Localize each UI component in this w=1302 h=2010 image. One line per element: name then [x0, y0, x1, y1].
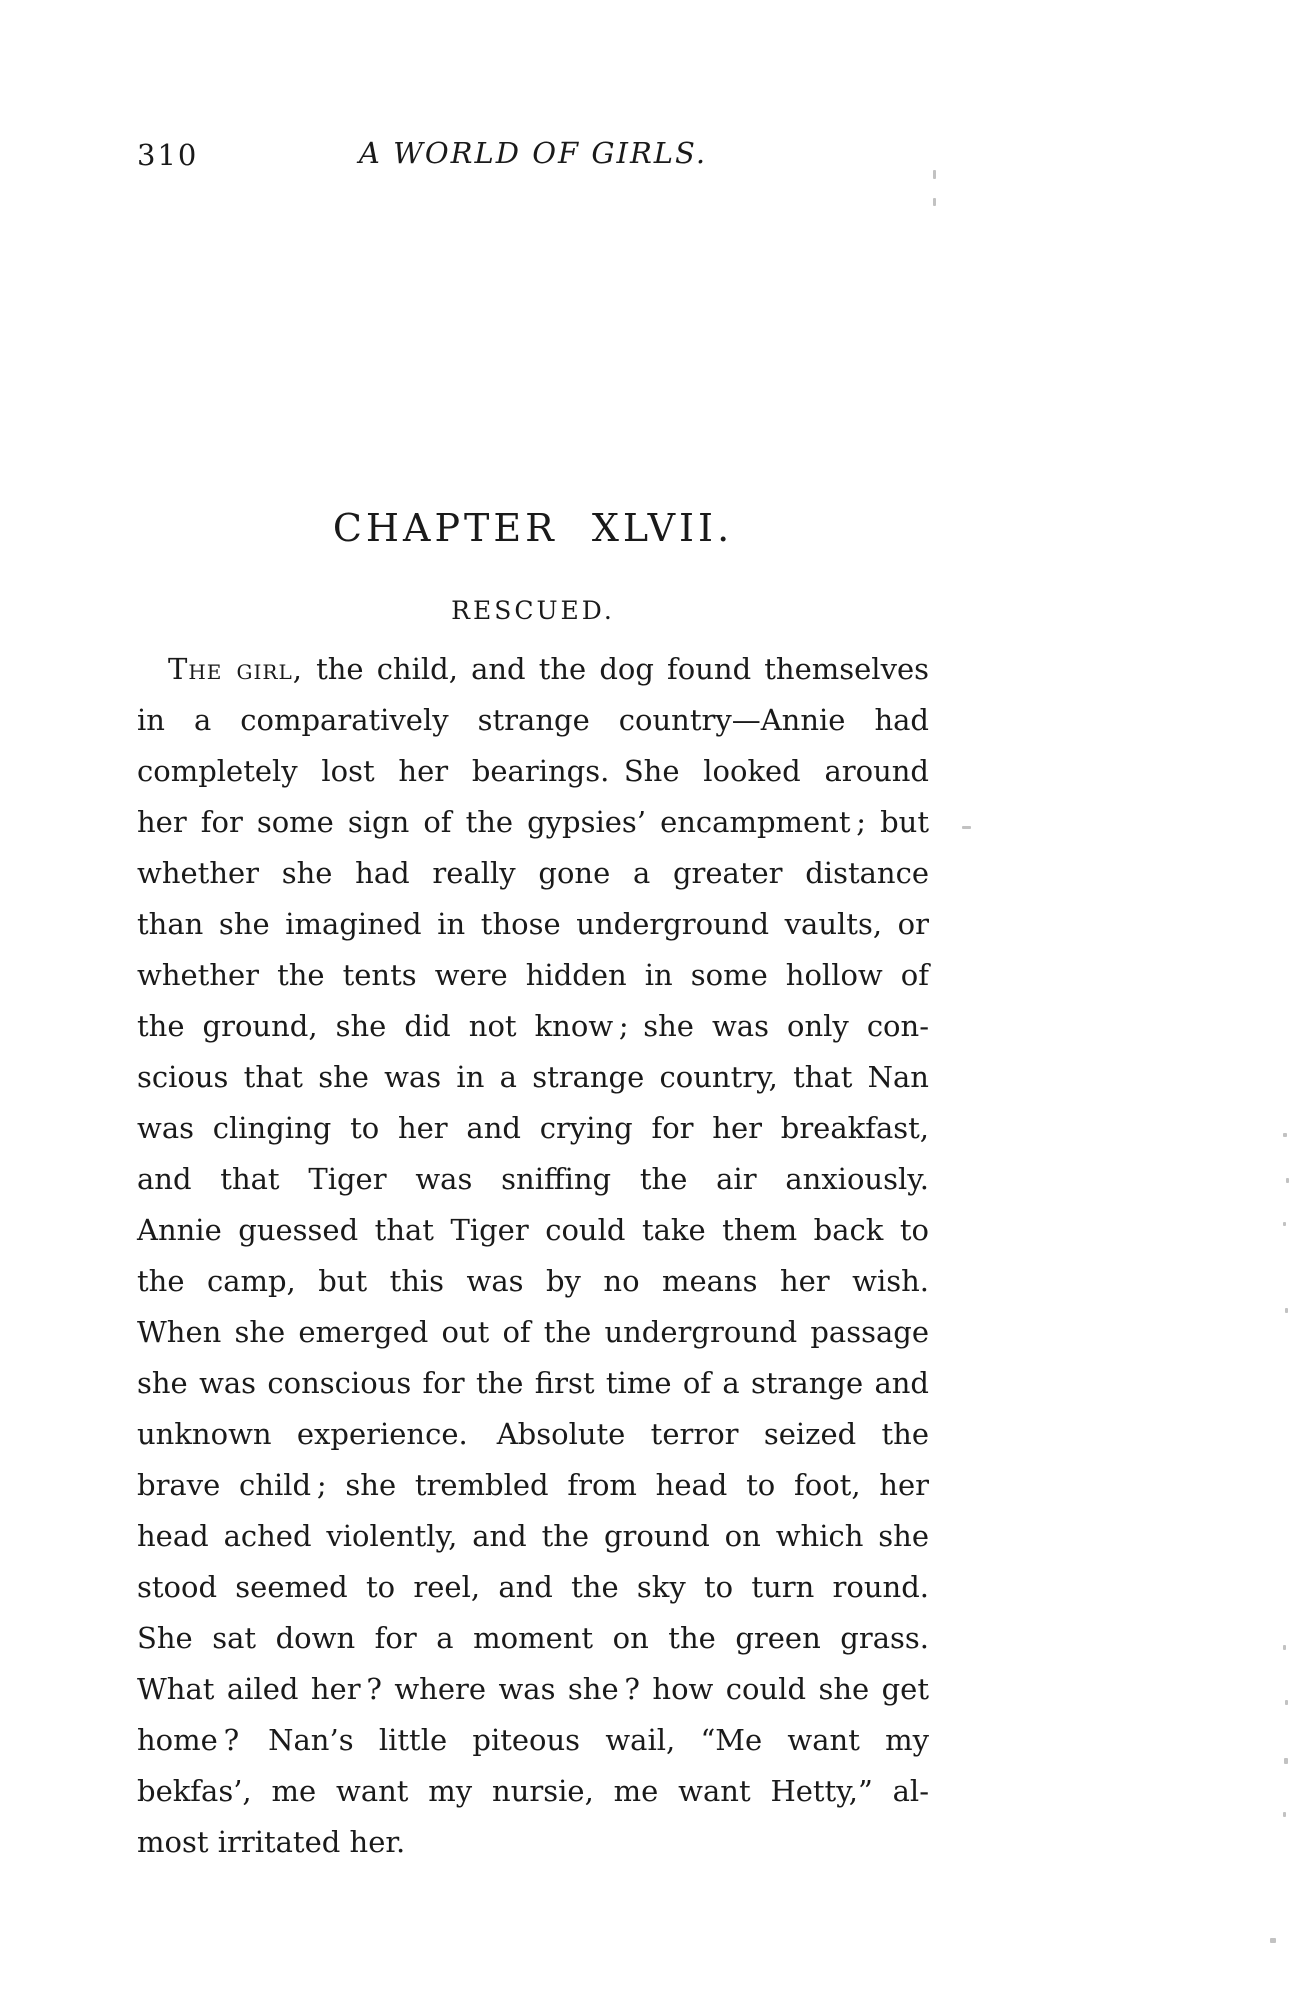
- text-line: her for some sign of the gypsies’ encampment ; but: [137, 805, 929, 839]
- text-line: and that Tiger was sniffing the air anxiously.: [137, 1162, 929, 1196]
- text-line: completely lost her bearings. She looked around: [137, 754, 929, 788]
- text-line: home ? Nan’s little piteous wail, “Me want my: [137, 1723, 929, 1757]
- chapter-subtitle: RESCUED.: [451, 596, 615, 625]
- scan-artifact: [1283, 1645, 1286, 1650]
- text-line: whether she had really gone a greater distance: [137, 856, 929, 890]
- scan-artifact: [1283, 1133, 1287, 1137]
- paragraph-lines: [137, 695, 929, 1817]
- text-line: What ailed her ? where was she ? how could she get: [137, 1672, 929, 1706]
- scan-artifact: [1270, 1938, 1276, 1943]
- scan-artifact: [1283, 1812, 1286, 1817]
- text-line: the camp, but this was by no means her wish.: [137, 1264, 929, 1298]
- page-number: 310: [137, 138, 199, 172]
- text-line-last: most irritated her.: [137, 1825, 406, 1859]
- scan-artifact: [1283, 1222, 1286, 1226]
- text-line: than she imagined in those underground vaults, or: [137, 907, 929, 941]
- text-line-first: [137, 644, 929, 695]
- text-line: stood seemed to reel, and the sky to turn round.: [137, 1570, 929, 1604]
- paragraph: [137, 644, 929, 1868]
- text-line: she was conscious for the first time of a strange and: [137, 1366, 929, 1400]
- opening-smallcaps: The girl,: [168, 652, 303, 686]
- text-line: She sat down for a moment on the green grass.: [137, 1621, 929, 1655]
- text-line: the ground, she did not know ; she was only con-: [137, 1009, 929, 1043]
- scan-artifact: [962, 826, 971, 829]
- page-header: [137, 136, 929, 176]
- opening-rest: the child, and the dog found themselves: [316, 652, 930, 686]
- scan-artifact: [1284, 1758, 1288, 1764]
- text-line: Annie guessed that Tiger could take them back to: [137, 1213, 929, 1247]
- text-line: head ached violently, and the ground on which she: [137, 1519, 929, 1553]
- text-line: bekfas’, me want my nursie, me want Hetty,” al-: [137, 1774, 929, 1808]
- text-line: scious that she was in a strange country, that Nan: [137, 1060, 929, 1094]
- scan-artifact: [1286, 1178, 1289, 1183]
- text-line: in a comparatively strange country—Annie had: [137, 703, 929, 737]
- running-title: A WORLD OF GIRLS.: [358, 136, 708, 170]
- text-line: unknown experience. Absolute terror seized the: [137, 1417, 929, 1451]
- text-line: was clinging to her and crying for her breakfast,: [137, 1111, 929, 1145]
- scan-artifact: [1285, 1700, 1288, 1705]
- scan-artifact: [933, 198, 936, 206]
- text-line: When she emerged out of the underground passage: [137, 1315, 929, 1349]
- scan-artifact: [1285, 1308, 1288, 1313]
- scan-artifact: [933, 170, 936, 179]
- chapter-heading: CHAPTER XLVII.: [332, 506, 734, 550]
- text-line: whether the tents were hidden in some hollow of: [137, 958, 929, 992]
- text-line: brave child ; she trembled from head to foot, her: [137, 1468, 929, 1502]
